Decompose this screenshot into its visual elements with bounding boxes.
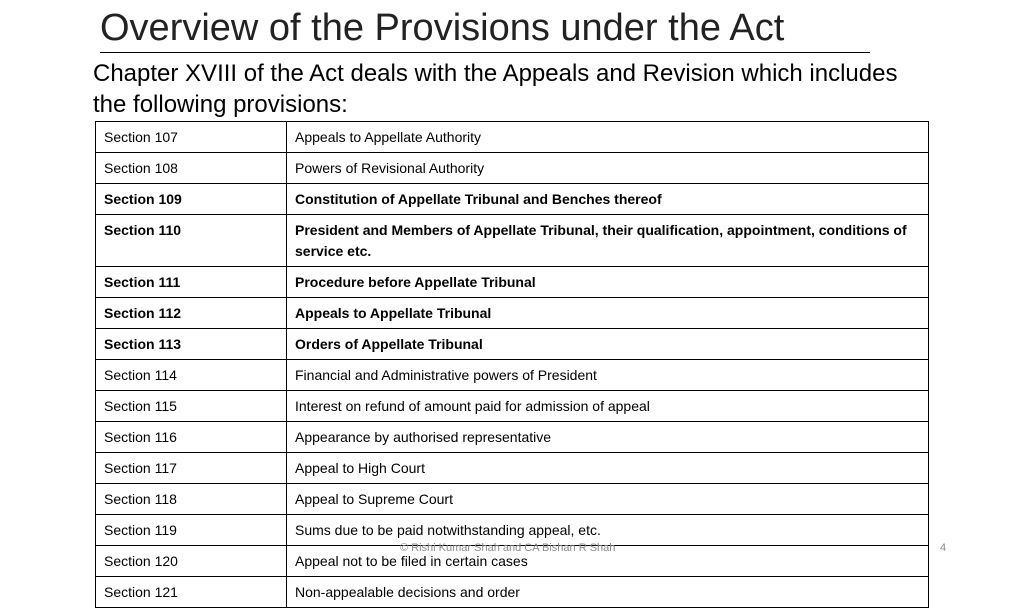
section-description-cell: Non-appealable decisions and order (287, 577, 929, 608)
section-description-cell: President and Members of Appellate Tribunal, their qualification, appointment, conditions of service etc. (287, 215, 929, 267)
section-description-cell: Appearance by authorised representative (287, 422, 929, 453)
table-row (96, 360, 929, 391)
intro-paragraph: Chapter XVIII of the Act deals with the Appeals and Revision which includes the following provisions: (93, 60, 898, 118)
section-description-cell: Appeal not to be filed in certain cases (287, 546, 929, 577)
section-number-cell: Section 121 (96, 577, 287, 608)
section-description-cell: Sums due to be paid notwithstanding appeal, etc. (287, 515, 929, 546)
table-row (96, 122, 929, 153)
table-row (96, 267, 929, 298)
section-number-cell: Section 118 (96, 484, 287, 515)
section-number-cell: Section 119 (96, 515, 287, 546)
section-description-cell: Interest on refund of amount paid for admission of appeal (287, 391, 929, 422)
table-row (96, 329, 929, 360)
section-description-cell: Financial and Administrative powers of President (287, 360, 929, 391)
section-number-cell: Section 117 (96, 453, 287, 484)
section-description-cell: Powers of Revisional Authority (287, 153, 929, 184)
section-number-cell: Section 108 (96, 153, 287, 184)
page-number: 4 (940, 542, 947, 554)
table-row (96, 184, 929, 215)
table-row (96, 484, 929, 515)
section-description-cell: Constitution of Appellate Tribunal and Benches thereof (287, 184, 929, 215)
title-underline (100, 52, 870, 53)
section-description-cell: Appeals to Appellate Tribunal (287, 298, 929, 329)
table-row (96, 215, 929, 267)
section-description-cell: Procedure before Appellate Tribunal (287, 267, 929, 298)
section-number-cell: Section 120 (96, 546, 287, 577)
section-number-cell: Section 109 (96, 184, 287, 215)
section-description-cell: Appeal to Supreme Court (287, 484, 929, 515)
table-row (96, 422, 929, 453)
table-row (96, 391, 929, 422)
section-number-cell: Section 113 (96, 329, 287, 360)
provisions-table (95, 121, 929, 608)
section-number-cell: Section 107 (96, 122, 287, 153)
section-description-cell: Appeals to Appellate Authority (287, 122, 929, 153)
section-number-cell: Section 110 (96, 215, 287, 267)
table-row (96, 298, 929, 329)
section-description-cell: Orders of Appellate Tribunal (287, 329, 929, 360)
section-number-cell: Section 115 (96, 391, 287, 422)
table-row (96, 577, 929, 608)
table-row (96, 153, 929, 184)
slide-title: Overview of the Provisions under the Act (100, 7, 785, 49)
provisions-table-body (96, 122, 929, 608)
table-row (96, 453, 929, 484)
footer-copyright: © Rishi Kumar Shah and CA Bishan R Shah (400, 542, 616, 554)
section-number-cell: Section 116 (96, 422, 287, 453)
section-number-cell: Section 112 (96, 298, 287, 329)
section-number-cell: Section 114 (96, 360, 287, 391)
table-row (96, 515, 929, 546)
section-number-cell: Section 111 (96, 267, 287, 298)
section-description-cell: Appeal to High Court (287, 453, 929, 484)
